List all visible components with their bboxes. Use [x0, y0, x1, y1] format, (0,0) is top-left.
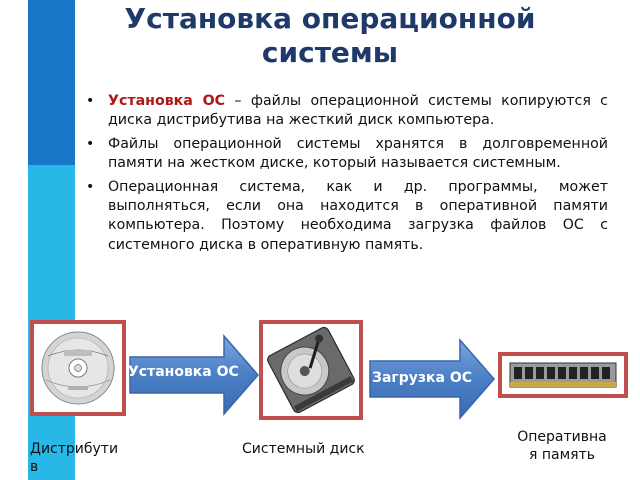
- cd-disc-icon: [34, 324, 122, 412]
- slide-title: Установка операционной системы: [124, 2, 536, 69]
- distributive-frame: [30, 320, 126, 416]
- bullet-item: [86, 135, 608, 174]
- bullet-term: Установка ОС: [108, 93, 226, 109]
- system-disk-caption: Системный диск: [242, 441, 365, 457]
- bullet-text: – файлы операционной системы копируются с диска дистрибутива на жесткий диск компьютера.: [108, 93, 608, 129]
- ram-frame: [498, 352, 628, 398]
- bullet-dot-icon: •: [86, 135, 95, 152]
- bullet-list: [86, 92, 608, 255]
- bullet-item: [86, 92, 608, 131]
- ram-caption-line1: Оперативна: [517, 429, 607, 445]
- bullet-item: [86, 178, 608, 256]
- bullet-text: Файлы операционной системы хранятся в долговременной памяти на жестком диске, который называется системным.: [108, 135, 608, 172]
- sidebar-dark-band: [28, 0, 75, 165]
- ram-caption: [508, 428, 616, 464]
- bullet-text: Операционная система, как и др. программы, может выполняться, если она находится в оперативной памяти компьютера. Поэтому необходима загрузка файлов ОС с системного диска в оперативную память.: [108, 178, 608, 253]
- load-arrow-label: Загрузка ОС: [372, 370, 472, 386]
- ram-module-icon: [502, 356, 624, 394]
- distributive-caption-line1: Дистрибути: [30, 441, 119, 457]
- install-arrow-label: Установка ОС: [128, 364, 239, 380]
- hard-disk-icon: [263, 324, 359, 416]
- distributive-caption-line2: в: [30, 459, 39, 475]
- system-disk-frame: [259, 320, 363, 420]
- left-margin: [0, 0, 28, 480]
- bullet-dot-icon: •: [86, 93, 95, 109]
- distributive-caption: [30, 440, 118, 476]
- slide-content: [86, 92, 608, 259]
- ram-caption-line2: я память: [529, 447, 595, 463]
- bullet-dot-icon: •: [86, 178, 95, 195]
